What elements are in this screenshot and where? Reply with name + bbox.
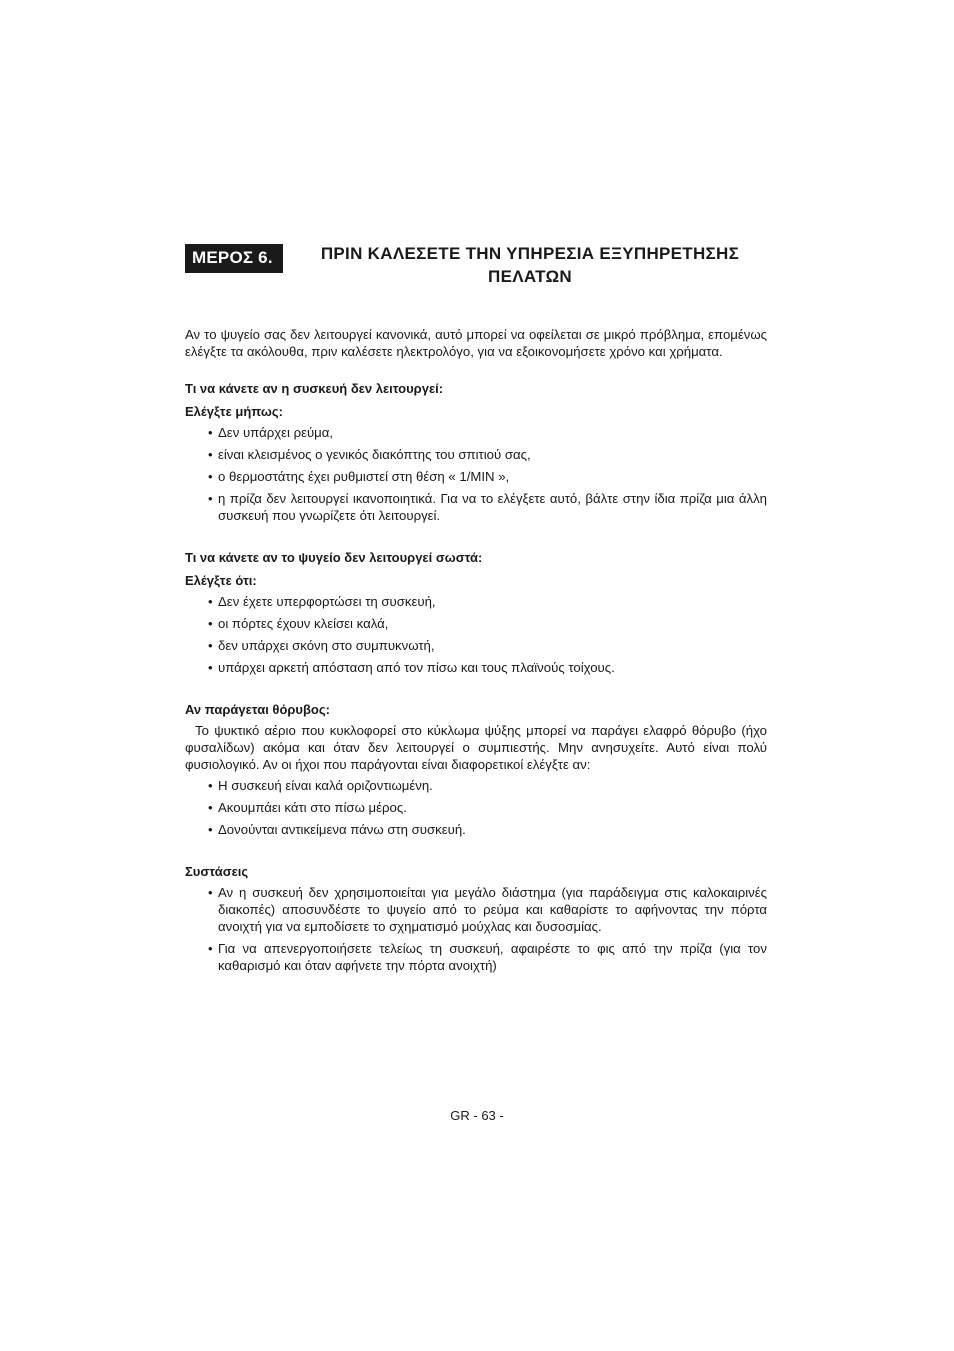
section3-list <box>185 777 767 838</box>
list-item: • υπάρχει αρκετή απόσταση από τον πίσω και τους πλαϊνούς τοίχους. <box>208 660 615 675</box>
section2-list <box>185 593 767 676</box>
page-number: GR - 63 - <box>450 1108 504 1123</box>
list-item: • δεν υπάρχει σκόνη στο συμπυκνωτή, <box>208 638 435 653</box>
list-item: • Για να απενεργοποιήσετε τελείως τη συσκευή, αφαιρέστε το φις από την πρίζα (για τον καθαρισμό και όταν αφήνετε την πόρτα ανοιχτή) <box>208 941 767 973</box>
list-item: • Δονούνται αντικείμενα πάνω στη συσκευή. <box>208 822 466 837</box>
section2-subheading: Ελέγξτε ότι: <box>185 573 257 588</box>
list-item: • Ακουμπάει κάτι στο πίσω μέρος. <box>208 800 407 815</box>
list-item: • Δεν έχετε υπερφορτώσει τη συσκευή, <box>208 594 436 609</box>
section4-list <box>185 884 767 974</box>
part-badge: ΜΕΡΟΣ 6. <box>185 244 283 273</box>
section4-heading: Συστάσεις <box>185 864 249 879</box>
section1-heading: Τι να κάνετε αν η συσκευή δεν λειτουργεί: <box>185 381 444 396</box>
list-item: • Δεν υπάρχει ρεύμα, <box>208 425 334 440</box>
list-item: • Αν η συσκευή δεν χρησιμοποιείται για μεγάλο διάστημα (για παράδειγμα στις καλοκαιρινές διακοπές) αποσυνδέστε το ψυγείο από το ρεύμα και καθαρίστε το αφήνοντας την πόρτα ανοιχτή για να εμποδίσετε το σχηματισμό μούχλας και δυσοσμίας. <box>208 885 767 934</box>
list-item: • Η συσκευή είναι καλά οριζοντιωμένη. <box>208 778 433 793</box>
intro-paragraph: Αν το ψυγείο σας δεν λειτουργεί κανονικά, αυτό μπορεί να οφείλεται σε μικρό πρόβλημα, επομένως ελέγξτε τα ακόλουθα, πριν καλέσετε ηλεκτρολόγο, για να εξοικονομήσετε χρόνο και χρήματα. <box>185 327 767 359</box>
section-header <box>185 242 767 292</box>
page-title-line-2: ΠΕΛΑΤΩΝ <box>488 267 572 286</box>
section2-heading: Τι να κάνετε αν το ψυγείο δεν λειτουργεί σωστά: <box>185 550 483 565</box>
page-title <box>295 242 765 288</box>
page-title-line-1: ΠΡΙΝ ΚΑΛΕΣΕΤΕ ΤΗΝ ΥΠΗΡΕΣΙΑ ΕΞΥΠΗΡΕΤΗΣΗΣ <box>320 244 740 263</box>
list-item: • η πρίζα δεν λειτουργεί ικανοποιητικά. Για να το ελέγξετε αυτό, βάλτε στην ίδια πρίζα μια άλλη συσκευή που γνωρίζετε ότι λειτουργεί. <box>208 491 767 523</box>
list-item: • οι πόρτες έχουν κλείσει καλά, <box>208 616 389 631</box>
section3-paragraph: Το ψυκτικό αέριο που κυκλοφορεί στο κύκλωμα ψύξης μπορεί να παράγει ελαφρό θόρυβο (ήχο φυσαλίδων) ακόμα και όταν δεν λειτουργεί ο συμπιεστής. Μην ανησυχείτε. Αυτό είναι πολύ φυσιολογικό. Αν οι ήχοι που παράγονται είναι διαφορετικοί ελέγξτε αν: <box>185 723 767 772</box>
list-item: • ο θερμοστάτης έχει ρυθμιστεί στη θέση « 1/MIN », <box>208 469 510 484</box>
section1-subheading: Ελέγξτε μήπως: <box>185 404 283 419</box>
document-body <box>185 326 767 979</box>
list-item: • είναι κλεισμένος ο γενικός διακόπτης του σπιτιού σας, <box>208 447 531 462</box>
section1-list <box>185 424 767 524</box>
section3-heading: Αν παράγεται θόρυβος: <box>185 702 330 717</box>
